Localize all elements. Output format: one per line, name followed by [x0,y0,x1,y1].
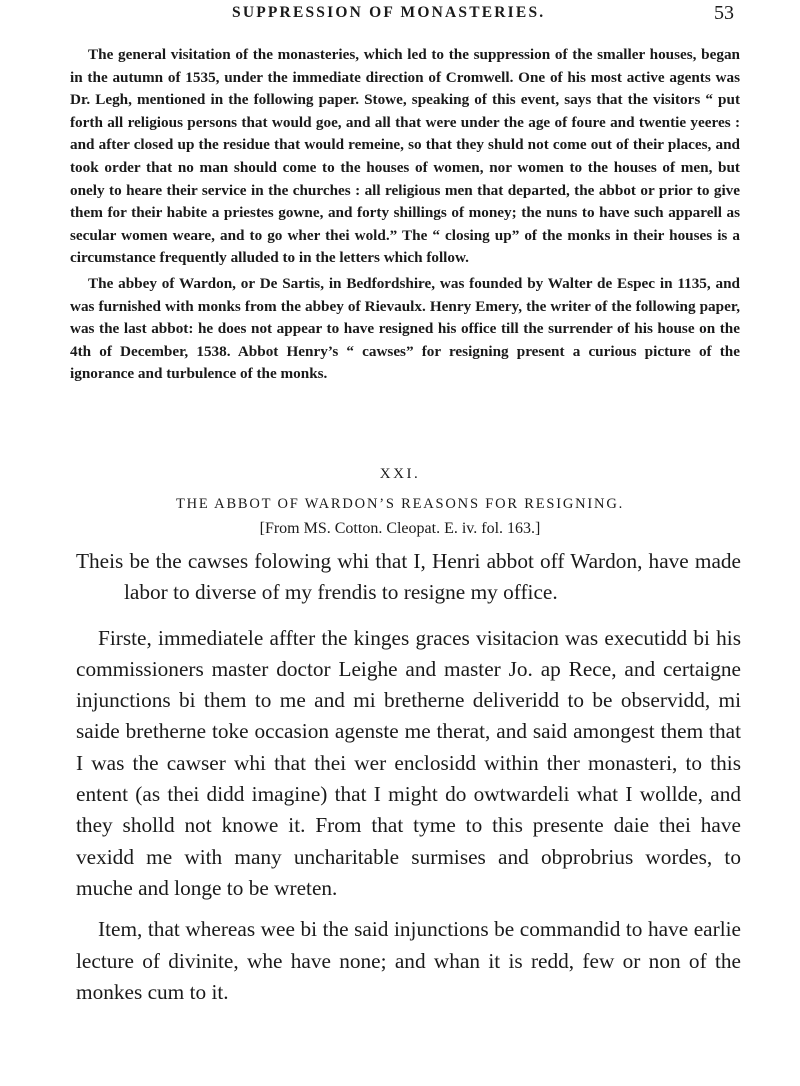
document-number: XXI. [379,466,421,482]
editorial-introduction [70,44,740,389]
document-opening-paragraph: Theis be the cawses folowing whi that I, Henri abbot off Wardon, have made labor to diverse of my frendis to resigne my office. [76,549,741,605]
document-body [76,546,741,1018]
document-source-citation: [From MS. Cotton. Cleopat. E. iv. fol. 163.] [259,520,541,537]
document-title: THE ABBOT OF WARDON’S REASONS FOR RESIGNING. [175,496,625,512]
running-title: SUPPRESSION OF MONASTERIES. [232,4,546,21]
document-paragraph: Item, that whereas wee bi the said injunctions be commandid to have earlie lecture of divinite, whe have none; and whan it is redd, few or non of the monkes cum to it. [76,917,741,1004]
page-number: 53 [714,2,734,24]
intro-paragraph: The abbey of Wardon, or De Sartis, in Bedfordshire, was founded by Walter de Espec in 1135, and was furnished with monks from the abbey of Rievaulx. Henry Emery, the writer of the following paper, was the last abbot: he does not appear to have resigned his office till the surrender of his house on the 4th of December, 1538. Abbot Henry’s “ cawses” for resigning present a curious picture of the ignorance and turbulence of the monks. [70,274,740,383]
document-paragraph: Firste, immediatele affter the kinges graces visitacion was executidd bi his commissioners master doctor Leighe and master Jo. ap Rece, and certaigne injunctions bi them to me and mi bretherne deliveridd to be observidd, mi saide bretherne toke occasion agenste me therat, and said amongest them that I was the cawser whi that thei wer enclosidd within ther monasteri, to this entent (as thei didd imagine) that I might do owtwardeli what I wollde, and they sholld not knowe it. From that tyme to this presente daie thei have vexidd me with many uncharitable surmises and obprobrius wordes, to muche and longe to be wreten. [76,625,741,900]
intro-paragraph: The general visitation of the monasteries, which led to the suppression of the smaller houses, began in the autumn of 1535, under the immediate direction of Cromwell. One of his most active agents was Dr. Legh, mentioned in the following paper. Stowe, speaking of this event, says that the visitors “ put forth all religious persons that would goe, and all that were under the age of foure and twentie yeeres : and after closed up the residue that would remeine, so that they shuld not come out of their places, and took order that no man should come to the houses of women, nor women to the houses of men, but onely to heare their service in the churches : all religious men that departed, the abbot or prior to give them for their habite a priestes gowne, and forty shillings of money; the nuns to have such apparell as secular women weare, and to go wher thei wold.” The “ closing up” of the monks in their houses is a circumstance frequently alluded to in the letters which follow. [70,46,740,267]
running-head [0,2,800,24]
